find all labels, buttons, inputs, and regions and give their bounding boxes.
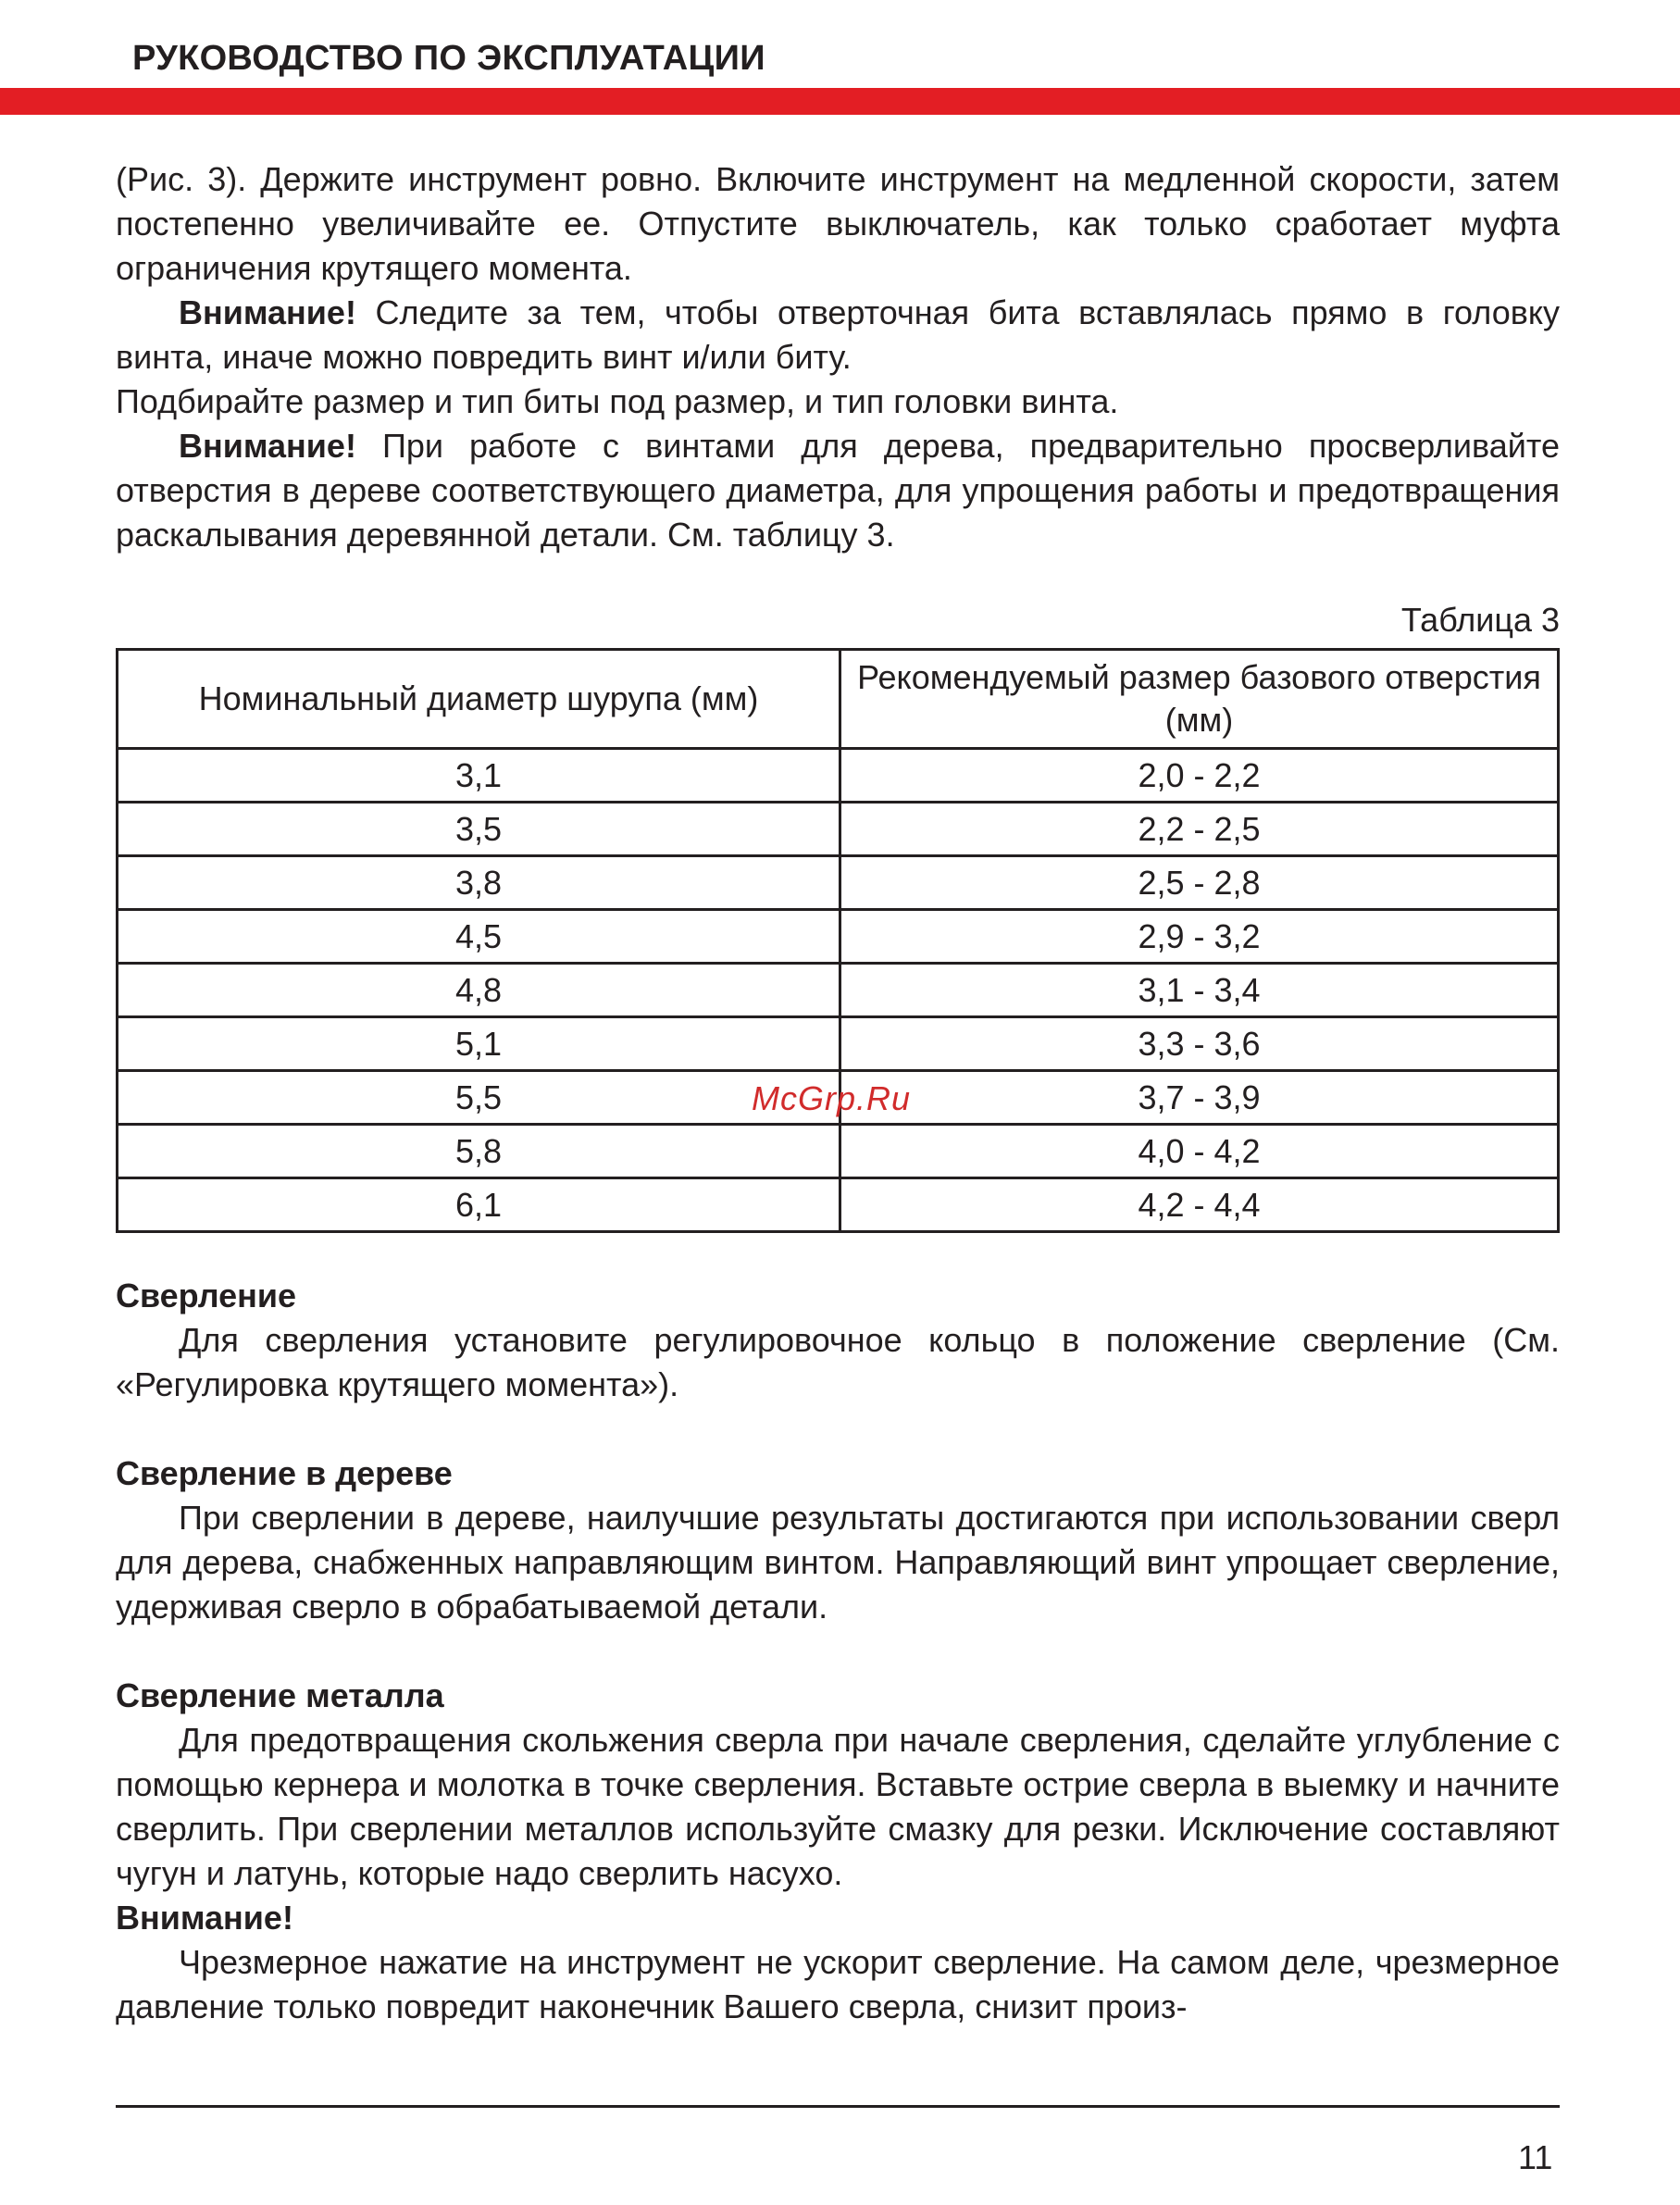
hole-size-cell: 2,9 - 3,2 [840,910,1559,964]
screw-diameter-cell: 6,1 [118,1178,840,1232]
metal-drilling-paragraph: Для предотвращения скольжения сверла при начале сверления, сделайте углубление с помощью кернера и молотка в точке сверления. Вставьте острие сверла в выемку и начните сверлить. При сверлении металлов используйте смазку для резки. Исключение составляют чугун и латунь, которые надо сверлить насухо. [116,1721,1560,1892]
screw-diameter-cell: 3,1 [118,749,840,803]
screw-diameter-cell: 5,8 [118,1125,840,1178]
column-header-screw-diameter: Номинальный диаметр шурупа (мм) [118,650,840,749]
table-row [118,749,1559,803]
section-title-wood-drilling: Сверление в дереве [116,1454,453,1492]
screw-diameter-cell: 4,5 [118,910,840,964]
screw-diameter-cell: 4,8 [118,964,840,1017]
table-row [118,964,1559,1017]
warning-label: Внимание! [179,427,356,465]
hole-size-cell: 3,7 - 3,9 [840,1071,1559,1125]
table-row [118,803,1559,856]
screw-diameter-cell: 3,8 [118,856,840,910]
hole-size-cell: 3,3 - 3,6 [840,1017,1559,1071]
warning-text: При работе с винтами для дерева, предварительно просверливайте отверстия в дереве соответствующего диаметра, для упрощения работы и предотвращения раскалывания деревянной детали. См. таблицу 3. [116,427,1560,554]
bit-selection-paragraph: Подбирайте размер и тип биты под размер, и тип головки винта. [116,382,1119,420]
hole-size-cell: 2,5 - 2,8 [840,856,1559,910]
table-row [118,1178,1559,1232]
page-header-title: РУКОВОДСТВО ПО ЭКСПЛУАТАЦИИ [132,39,765,78]
warning-label-3: Внимание! [116,1899,293,1937]
warning-label: Внимание! [179,293,356,331]
watermark-text: McGrp.Ru [752,1079,912,1117]
column-header-hole-size: Рекомендуемый размер базового отверстия (мм) [840,650,1559,749]
screw-diameter-cell: 5,5 [118,1071,840,1125]
table-caption: Таблица 3 [1400,601,1560,639]
hole-size-table [116,648,1560,1233]
warning-paragraph-2 [116,424,1560,557]
page-number: 11 [1518,2138,1553,2176]
wood-drilling-paragraph: При сверлении в дереве, наилучшие результаты достигаются при использовании сверл для дерева, снабженных направляющим винтом. Направляющий винт упрощает сверление, удерживая сверло в обрабатываемой детали. [116,1499,1560,1626]
hole-size-cell: 3,1 - 3,4 [840,964,1559,1017]
section-title-metal-drilling: Сверление металла [116,1676,444,1714]
table-header-row [118,650,1559,749]
footer-rule [116,2105,1560,2108]
hole-size-cell: 2,0 - 2,2 [840,749,1559,803]
warning-paragraph-1 [116,291,1560,380]
table-row [118,856,1559,910]
warning-paragraph-3: Чрезмерное нажатие на инструмент не ускорит сверление. На самом деле, чрезмерное давление только повредит наконечник Вашего сверла, снизит произ- [116,1943,1560,2025]
hole-size-cell: 4,2 - 4,4 [840,1178,1559,1232]
table-row [118,910,1559,964]
hole-size-cell: 2,2 - 2,5 [840,803,1559,856]
table-row [118,1125,1559,1178]
drilling-paragraph: Для сверления установите регулировочное кольцо в положение сверление (См. «Регулировка крутящего момента»). [116,1321,1560,1403]
table-row [118,1017,1559,1071]
header-red-bar [0,88,1680,115]
hole-size-cell: 4,0 - 4,2 [840,1125,1559,1178]
section-title-drilling: Сверление [116,1277,297,1314]
screw-diameter-cell: 3,5 [118,803,840,856]
screw-diameter-cell: 5,1 [118,1017,840,1071]
intro-paragraph: (Рис. 3). Держите инструмент ровно. Включите инструмент на медленной скорости, затем постепенно увеличивайте ее. Отпустите выключатель, как только сработает муфта ограничения крутящего момента. [116,160,1560,287]
warning-text: Следите за тем, чтобы отверточная бита вставлялась прямо в головку винта, иначе можно повредить винт и/или биту. [116,293,1560,376]
